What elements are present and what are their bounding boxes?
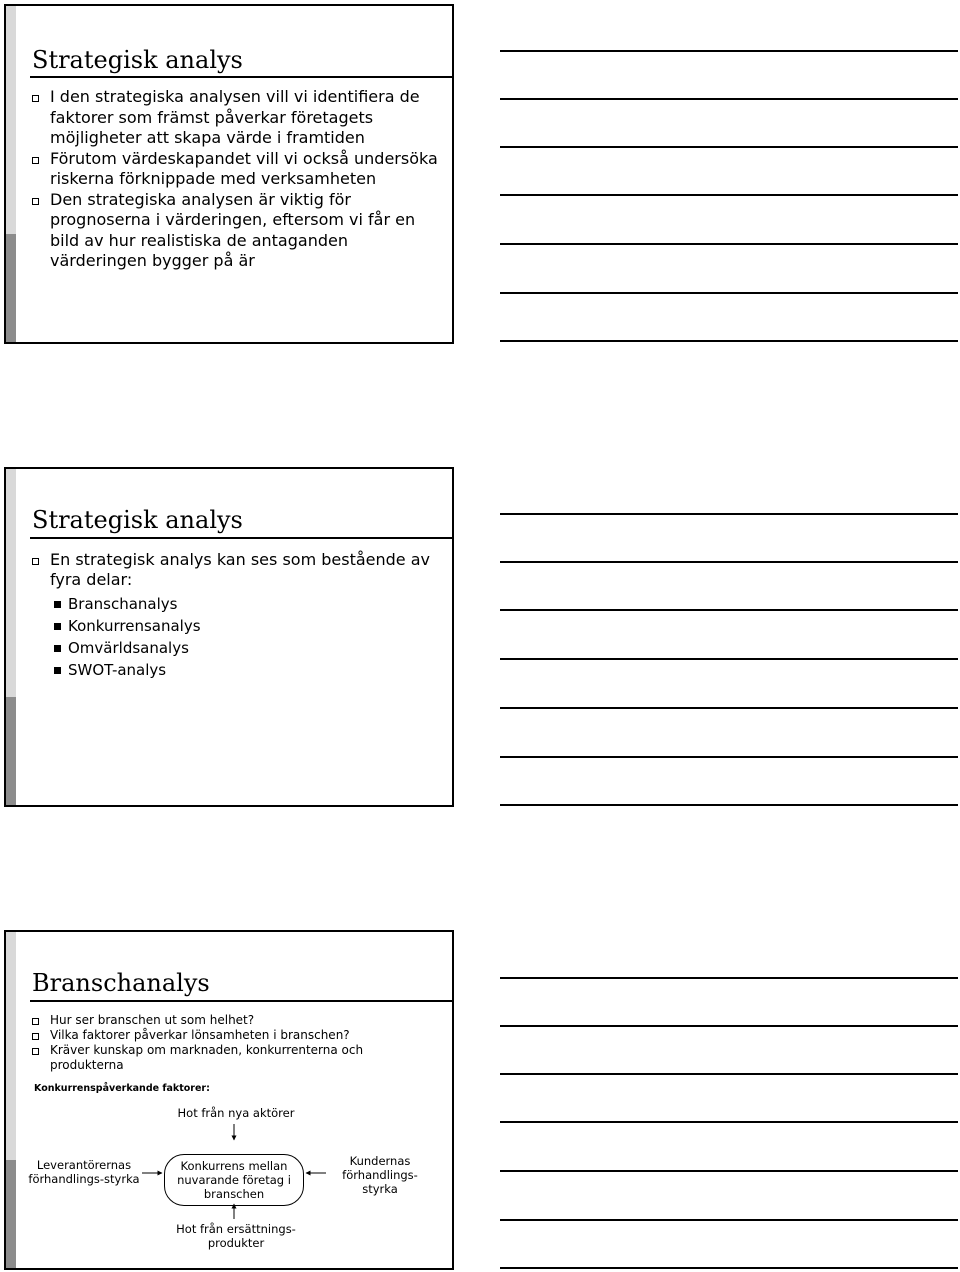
slide-stripe [6, 469, 16, 805]
sub-item: Omvärldsanalys [50, 637, 438, 659]
filled-square-bullet-icon [54, 645, 61, 652]
node-new-entrants: Hot från nya aktörer [177, 1106, 295, 1120]
sub-item: SWOT-analys [50, 659, 438, 681]
bullet-item: En strategisk analys kan ses som bestående av fyra delar: Branschanalys Konkurrensanalys Omvärldsanalys SWOT-analys [32, 550, 438, 681]
sub-item: Branschanalys [50, 593, 438, 615]
hollow-square-bullet-icon [32, 1018, 39, 1025]
hollow-square-bullet-icon [32, 95, 39, 102]
bullet-item: I den strategiska analysen vill vi identifiera de faktorer som främst påverkar företagets möjligheter att skapa värde i framtiden [32, 87, 438, 149]
slide-1 [4, 4, 454, 344]
node-suppliers: Leverantörernas förhandlings-styrka [28, 1158, 140, 1186]
slide-3 [4, 930, 454, 1270]
sub-list [50, 593, 438, 681]
slide-stripe [6, 6, 16, 342]
slide-title: Strategisk analys [32, 506, 243, 534]
diagram-heading: Konkurrenspåverkande faktorer: [34, 1083, 210, 1094]
bullet-item: Hur ser branschen ut som helhet? [32, 1013, 438, 1028]
bullet-list [32, 1013, 438, 1073]
hollow-square-bullet-icon [32, 1048, 39, 1055]
hollow-square-bullet-icon [32, 157, 39, 164]
slide-title: Branschanalys [32, 969, 210, 997]
title-rule [30, 537, 452, 539]
sub-item: Konkurrensanalys [50, 615, 438, 637]
node-customers: Kundernas förhandlings-styrka [342, 1154, 418, 1196]
filled-square-bullet-icon [54, 667, 61, 674]
slide-2 [4, 467, 454, 807]
filled-square-bullet-icon [54, 623, 61, 630]
node-substitutes: Hot från ersättnings-produkter [176, 1222, 296, 1250]
hollow-square-bullet-icon [32, 558, 39, 565]
title-rule [30, 1000, 452, 1002]
slide-title: Strategisk analys [32, 46, 243, 74]
title-rule [30, 76, 452, 78]
bullet-list [32, 550, 438, 681]
hollow-square-bullet-icon [32, 198, 39, 205]
bullet-item: Förutom värdeskapandet vill vi också undersöka riskerna förknippade med verksamheten [32, 149, 438, 190]
bullet-item: Den strategiska analysen är viktig för prognoserna i värderingen, eftersom vi får en bild av hur realistiska de antaganden värderingen bygger på är [32, 190, 438, 272]
hollow-square-bullet-icon [32, 1033, 39, 1040]
bullet-item: Kräver kunskap om marknaden, konkurrenterna och produkterna [32, 1043, 438, 1073]
filled-square-bullet-icon [54, 601, 61, 608]
bullet-item: Vilka faktorer påverkar lönsamheten i branschen? [32, 1028, 438, 1043]
bullet-list [32, 87, 438, 272]
slide-stripe [6, 932, 16, 1268]
node-rivalry: Konkurrens mellan nuvarande företag i branschen [164, 1154, 304, 1206]
